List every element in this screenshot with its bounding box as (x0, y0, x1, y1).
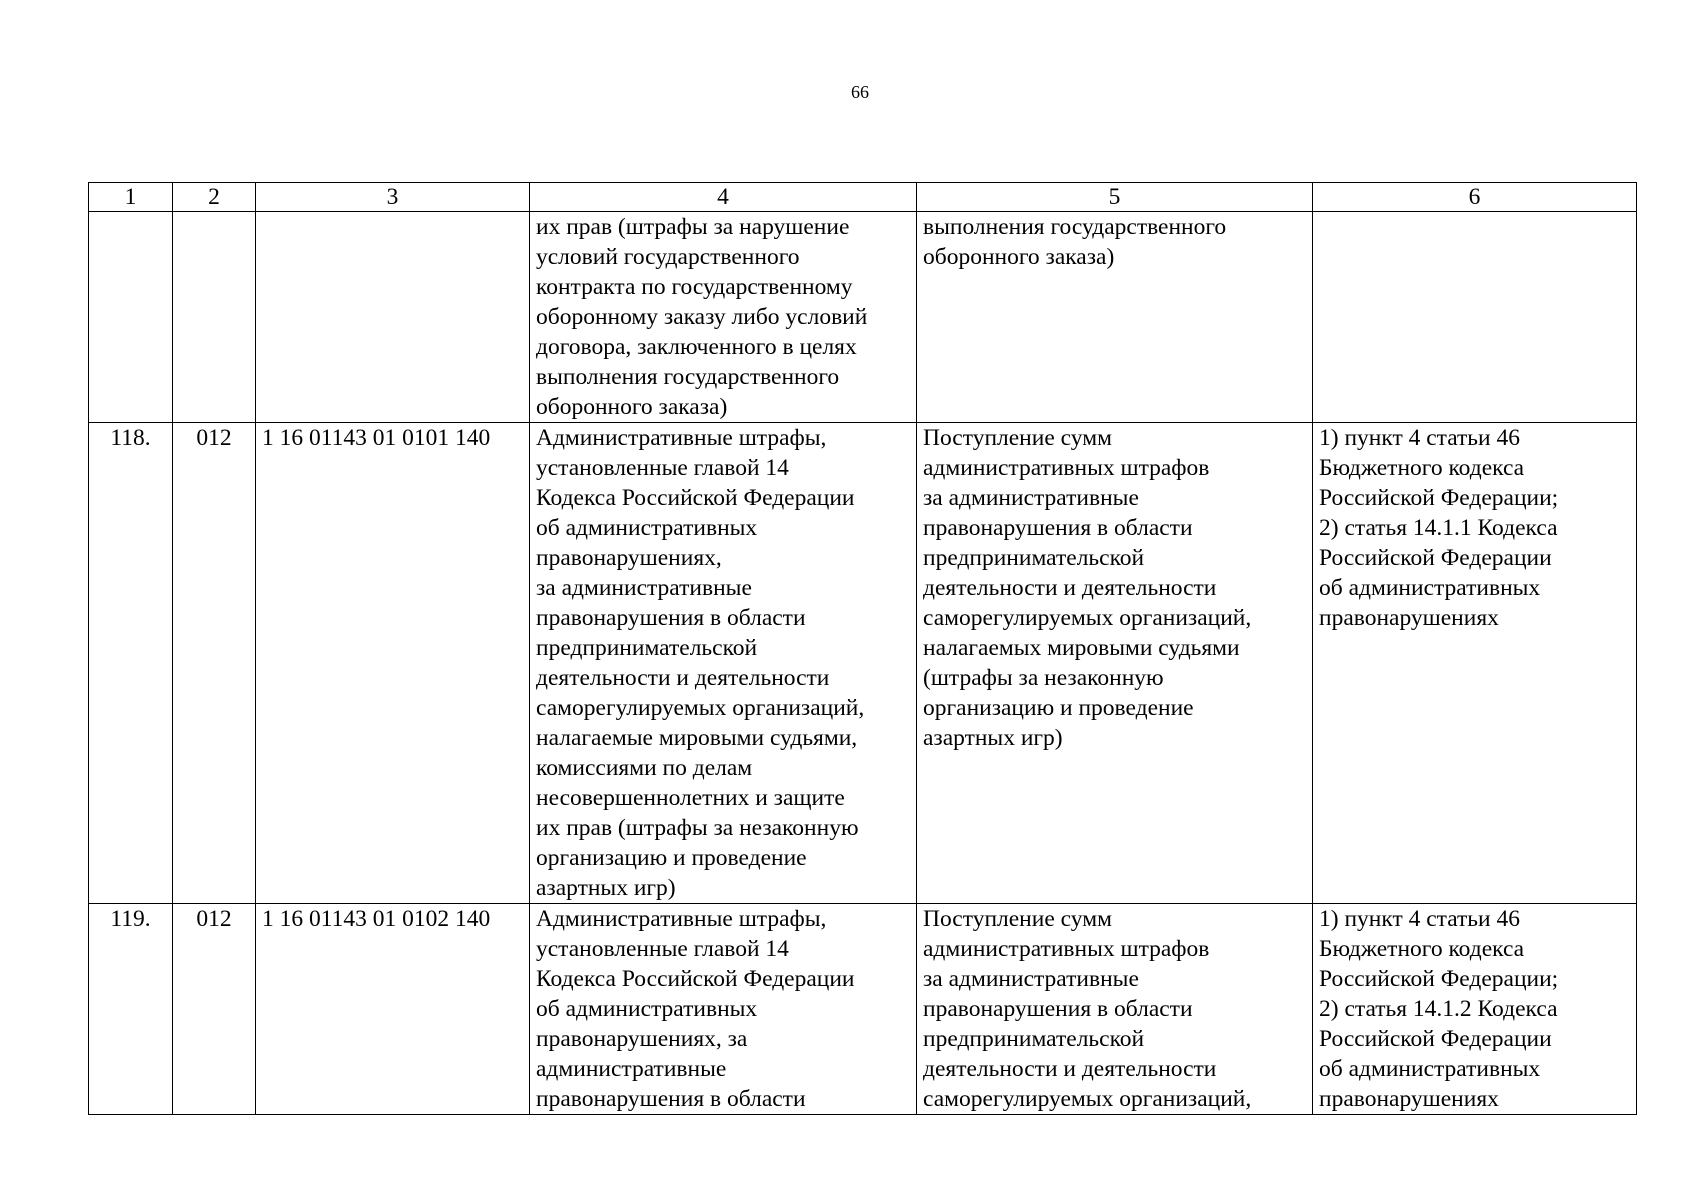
kbk-code-cell: 1 16 01143 01 0102 140 (256, 904, 530, 1115)
cell-text-line: саморегулируемых организаций, (923, 605, 1252, 631)
cell-text-line: 2) статья 14.1.2 Кодекса (1319, 996, 1558, 1022)
cell-text-line: комиссиями по делам (536, 755, 753, 781)
column-header-4: 4 (530, 183, 917, 212)
cell-text-line: выполнения государственного (923, 214, 1227, 240)
table-row (89, 423, 1637, 904)
cell-text-line: предпринимательской (923, 1026, 1145, 1052)
legal-basis-cell (1313, 904, 1637, 1115)
cell-text-line: условий государственного (536, 244, 800, 270)
cell-text-line: правонарушениях (1319, 605, 1499, 631)
column-header-5: 5 (917, 183, 1313, 212)
legal-basis-cell (1313, 212, 1637, 423)
cell-text-line: контракта по государственному (536, 274, 853, 300)
cell-text-line: Российской Федерации; (1319, 966, 1559, 992)
cell-text-line: организацию и проведение (923, 695, 1194, 721)
cell-text-line: правонарушения в области (536, 1086, 806, 1112)
cell-text-line: административные (536, 1056, 727, 1082)
cell-text-line: Поступление сумм (923, 906, 1112, 932)
cell-text-line: оборонного заказа) (536, 394, 728, 420)
cell-text-line: деятельности и деятельности (923, 1056, 1217, 1082)
column-header-1: 1 (89, 183, 173, 212)
cell-text-line: 2) статья 14.1.1 Кодекса (1319, 515, 1558, 541)
cell-text-line: организацию и проведение (536, 845, 807, 871)
cell-text-line: деятельности и деятельности (536, 665, 830, 691)
page-number: 66 (851, 82, 869, 102)
cell-text-line: саморегулируемых организаций, (923, 1086, 1252, 1112)
cell-text-line: Российской Федерации (1319, 545, 1552, 571)
cell-text-line: Бюджетного кодекса (1319, 936, 1525, 962)
table-row (89, 904, 1637, 1115)
row-number-cell (89, 212, 173, 423)
cell-text-line: об административных (536, 996, 758, 1022)
cell-text-line: Бюджетного кодекса (1319, 455, 1525, 481)
kbk-code-cell: 1 16 01143 01 0101 140 (256, 423, 530, 904)
kbk-code-cell (256, 212, 530, 423)
cell-text-line: установленные главой 14 (536, 936, 789, 962)
table-row (89, 212, 1637, 423)
legal-basis-cell (1313, 423, 1637, 904)
admin-code-cell: 012 (173, 423, 256, 904)
cell-text-line: об административных (1319, 575, 1541, 601)
cell-text-line: Российской Федерации; (1319, 485, 1559, 511)
income-name-cell (530, 423, 917, 904)
row-number-cell: 119. (89, 904, 173, 1115)
column-header-6: 6 (1313, 183, 1637, 212)
row-number-cell: 118. (89, 423, 173, 904)
cell-text-line: Кодекса Российской Федерации (536, 485, 855, 511)
cell-text-line: правонарушения в области (536, 605, 806, 631)
cell-text-line: предпринимательской (536, 635, 758, 661)
column-header-3: 3 (256, 183, 530, 212)
cell-text-line: административных штрафов (923, 455, 1210, 481)
cell-text-line: установленные главой 14 (536, 455, 789, 481)
cell-text-line: правонарушения в области (923, 996, 1193, 1022)
cell-text-line: правонарушениях (1319, 1086, 1499, 1112)
cell-text-line: административных штрафов (923, 936, 1210, 962)
admin-code-cell: 012 (173, 904, 256, 1115)
cell-text-line: Российской Федерации (1319, 1026, 1552, 1052)
cell-text-line: (штрафы за незаконную (923, 665, 1164, 691)
cell-text-line: за административные (536, 575, 752, 601)
cell-text-line: за административные (923, 966, 1139, 992)
cell-text-line: налагаемые мировыми судьями, (536, 725, 858, 751)
cell-text-line: за административные (923, 485, 1139, 511)
cell-text-line: азартных игр) (923, 725, 1063, 751)
cell-text-line: Административные штрафы, (536, 425, 827, 451)
cell-text-line: несовершеннолетних и защите (536, 785, 845, 811)
cell-text-line: Административные штрафы, (536, 906, 827, 932)
cell-text-line: их прав (штрафы за незаконную (536, 815, 859, 841)
cell-text-line: их прав (штрафы за нарушение (536, 214, 850, 240)
cell-text-line: деятельности и деятельности (923, 575, 1217, 601)
income-name-cell (530, 904, 917, 1115)
cell-text-line: азартных игр) (536, 875, 676, 901)
cell-text-line: предпринимательской (923, 545, 1145, 571)
column-header-2: 2 (173, 183, 256, 212)
cell-text-line: 1) пункт 4 статьи 46 (1319, 906, 1520, 932)
cell-text-line: оборонного заказа) (923, 244, 1115, 270)
cell-text-line: об административных (536, 515, 758, 541)
cell-text-line: Поступление сумм (923, 425, 1112, 451)
income-description-cell (917, 904, 1313, 1115)
cell-text-line: правонарушениях, за (536, 1026, 748, 1052)
budget-codes-table (88, 182, 1637, 1115)
cell-text-line: об административных (1319, 1056, 1541, 1082)
cell-text-line: саморегулируемых организаций, (536, 695, 865, 721)
cell-text-line: 1) пункт 4 статьи 46 (1319, 425, 1520, 451)
income-description-cell (917, 423, 1313, 904)
cell-text-line: оборонному заказу либо условий (536, 304, 868, 330)
cell-text-line: выполнения государственного (536, 364, 840, 390)
admin-code-cell (173, 212, 256, 423)
income-name-cell (530, 212, 917, 423)
cell-text-line: налагаемых мировыми судьями (923, 635, 1240, 661)
cell-text-line: договора, заключенного в целях (536, 334, 857, 360)
cell-text-line: Кодекса Российской Федерации (536, 966, 855, 992)
table-header-row (89, 183, 1637, 212)
income-description-cell (917, 212, 1313, 423)
cell-text-line: правонарушения в области (923, 515, 1193, 541)
cell-text-line: правонарушениях, (536, 545, 722, 571)
